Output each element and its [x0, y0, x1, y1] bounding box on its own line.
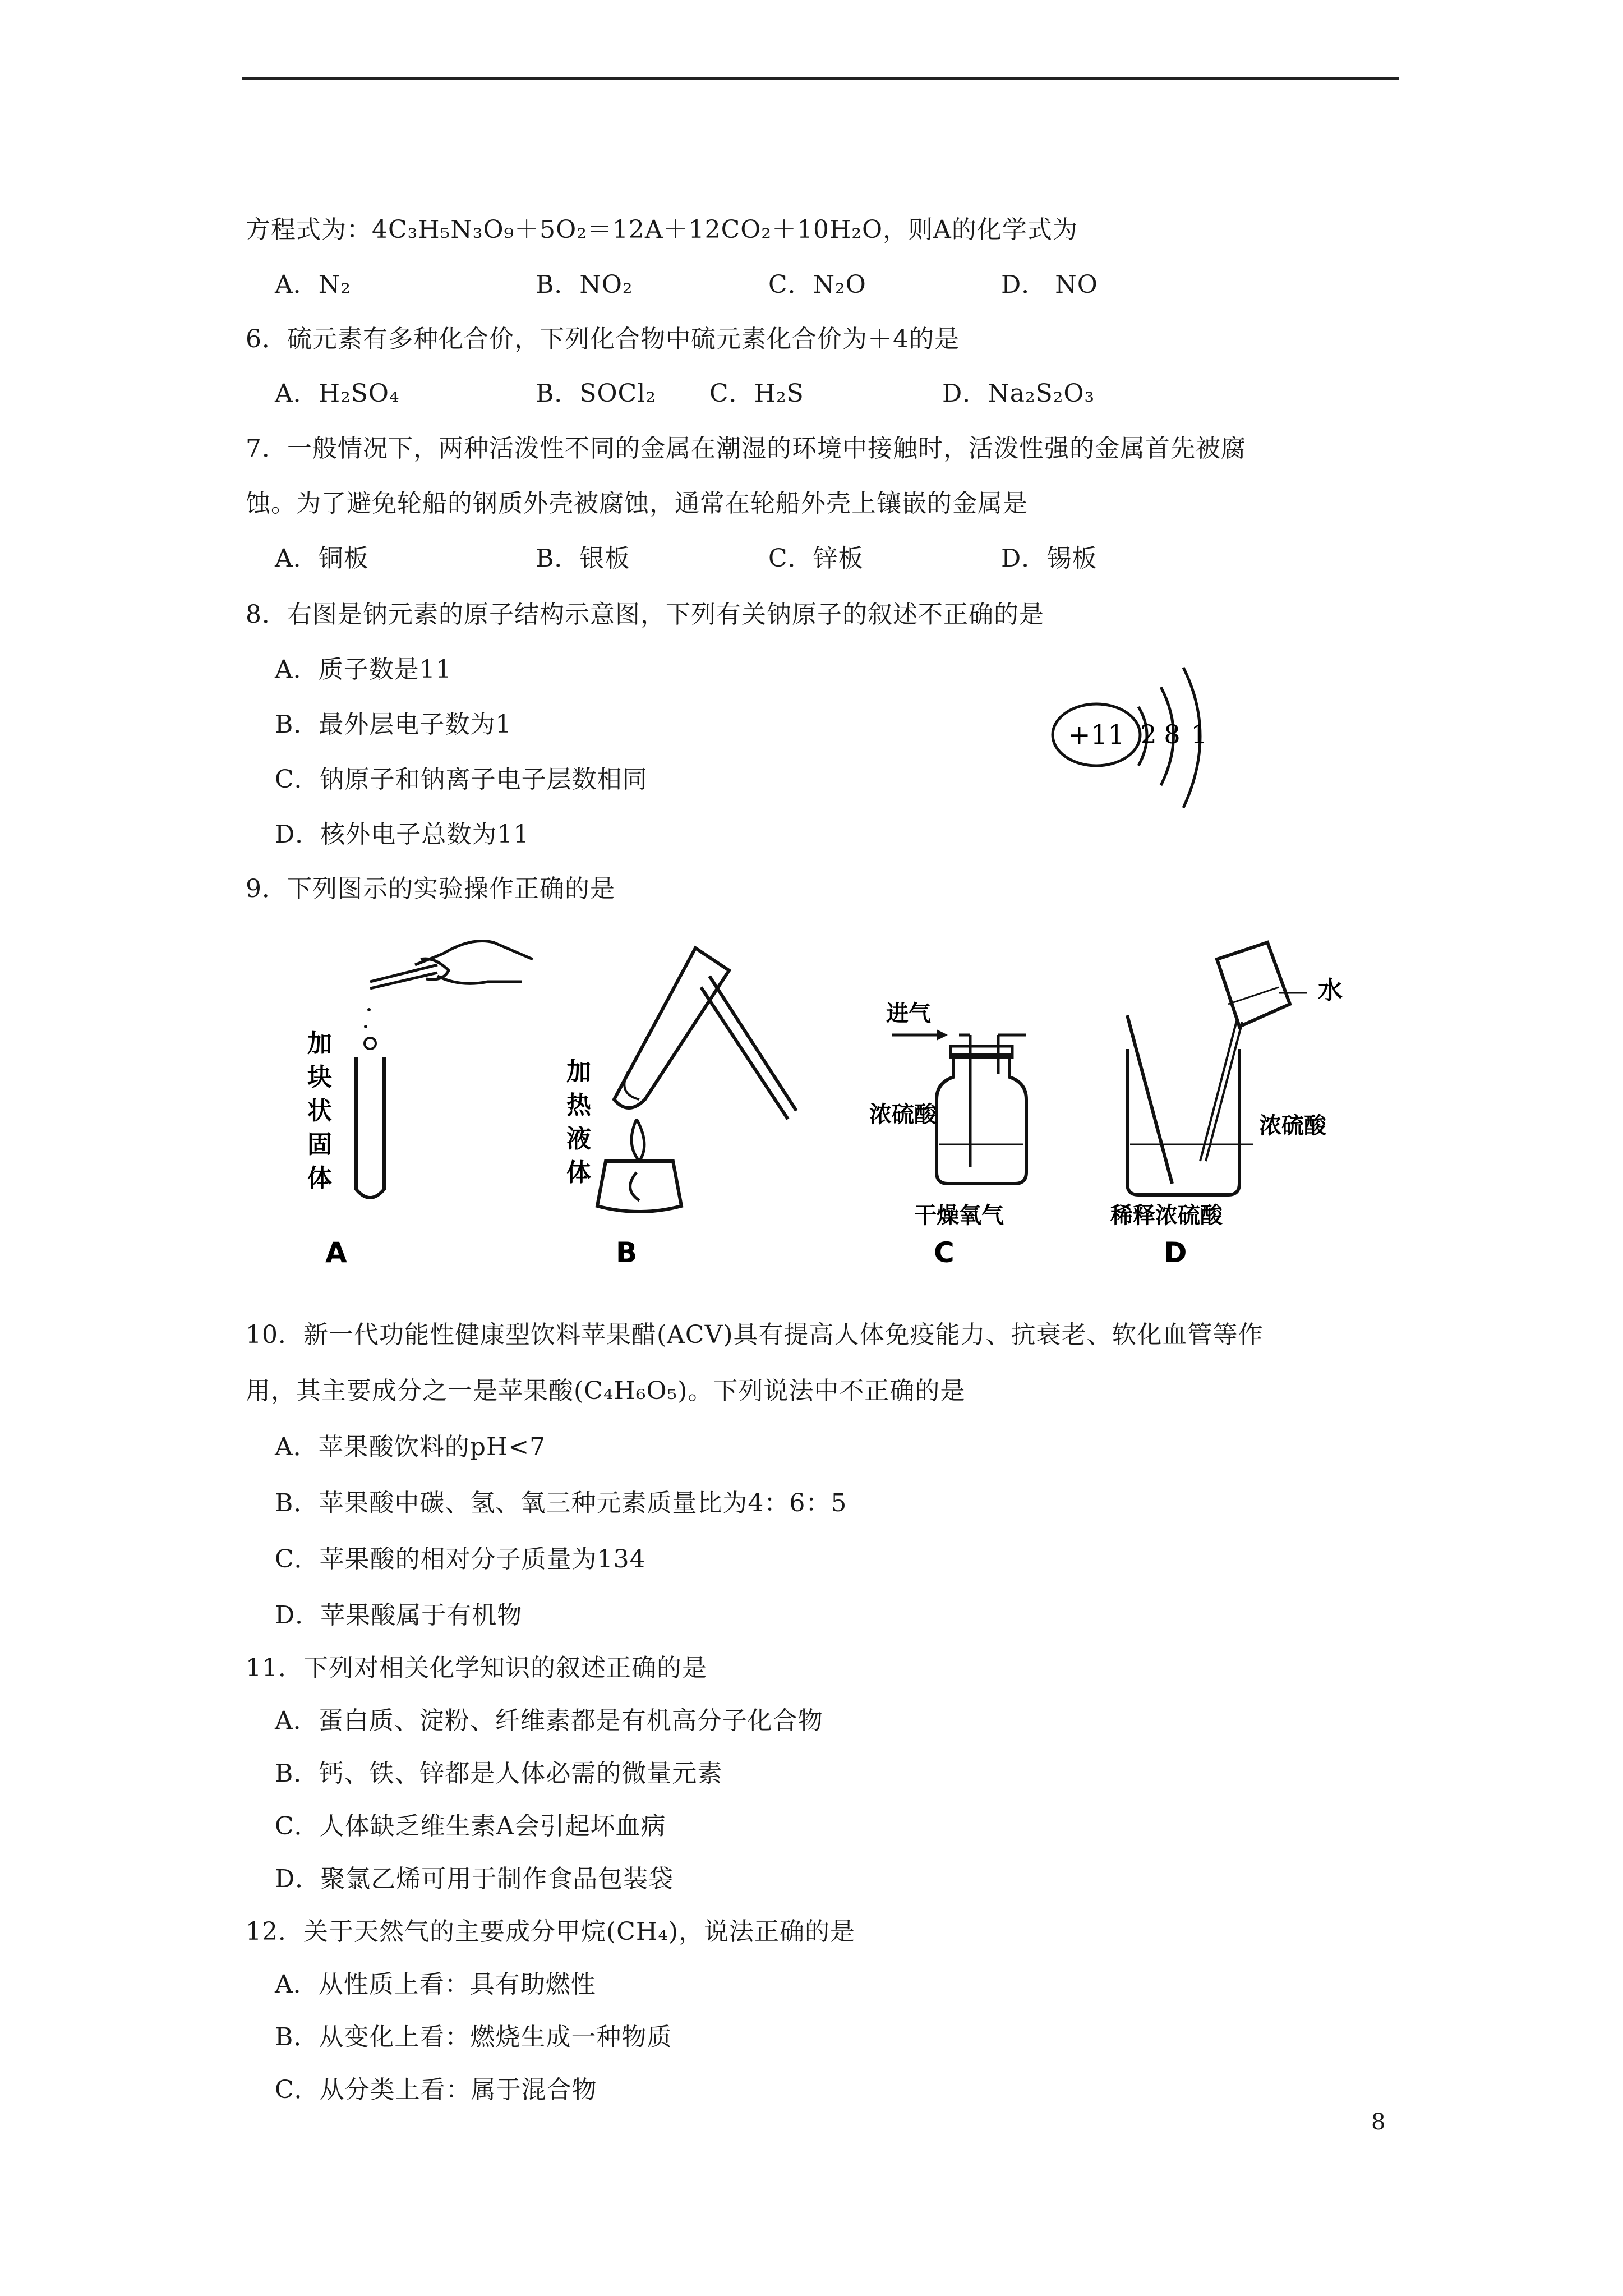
q10-option-b: B．苹果酸中碳、氢、氧三种元素质量比为4：6：5	[275, 1489, 847, 1517]
q5-option-b: B．NO₂	[536, 270, 633, 299]
figure-c-caption: 干燥氧气	[914, 1203, 1004, 1228]
q5-option-d: D． NO	[1001, 270, 1098, 299]
figure-d-dilute-acid	[1094, 926, 1396, 1273]
q10-option-a: A．苹果酸饮料的pH<7	[275, 1433, 546, 1461]
figure-b-heat-liquid	[561, 926, 830, 1273]
figure-b-caption-2: 热	[566, 1091, 591, 1120]
question-6: 6．硫元素有多种化合价，下列化合物中硫元素化合价为＋4的是	[246, 325, 960, 353]
q7-option-c: C．锌板	[768, 544, 864, 573]
q12-option-b: B．从变化上看：燃烧生成一种物质	[275, 2023, 672, 2051]
header-rule	[242, 77, 1399, 80]
q8-option-c: C．钠原子和钠离子电子层数相同	[275, 765, 648, 794]
q6-option-a: A．H₂SO₄	[275, 379, 400, 408]
q11-option-b: B．钙、铁、锌都是人体必需的微量元素	[275, 1759, 723, 1788]
question-9: 9．下列图示的实验操作正确的是	[246, 875, 615, 903]
q8-option-d: D．核外电子总数为11	[275, 820, 530, 849]
figure-c-letter: C	[934, 1236, 955, 1269]
equation-continuation: 方程式为：4C₃H₅N₃O₉＋5O₂＝12A＋12CO₂＋10H₂O，则A的化学式为	[246, 215, 1078, 244]
question-8: 8．右图是钠元素的原子结构示意图，下列有关钠原子的叙述不正确的是	[246, 600, 1044, 629]
q8-option-b: B．最外层电子数为1	[275, 710, 512, 739]
figure-b-caption-4: 体	[566, 1158, 591, 1187]
sodium-atom-diagram	[1043, 645, 1245, 825]
figure-c-inlet-label: 进气	[886, 1001, 931, 1027]
question-7-line-2: 蚀。为了避免轮船的钢质外壳被腐蚀，通常在轮船外壳上镶嵌的金属是	[246, 489, 1028, 518]
figure-c-dry-oxygen	[858, 926, 1105, 1273]
q6-option-c: C．H₂S	[709, 379, 804, 408]
figure-a-caption-4: 固	[307, 1130, 332, 1159]
question-11: 11．下列对相关化学知识的叙述正确的是	[246, 1654, 707, 1682]
q5-option-a: A．N₂	[275, 270, 351, 299]
shell-1-electrons: 2	[1140, 719, 1157, 749]
q11-option-a: A．蛋白质、淀粉、纤维素都是有机高分子化合物	[275, 1706, 823, 1735]
question-12: 12．关于天然气的主要成分甲烷(CH₄)，说法正确的是	[246, 1917, 855, 1946]
figure-a-add-solid	[280, 926, 550, 1273]
figure-c-acid-label: 浓硫酸	[869, 1102, 937, 1128]
q11-option-c: C．人体缺乏维生素A会引起坏血病	[275, 1812, 666, 1841]
shell-2-electrons: 8	[1164, 719, 1181, 749]
q7-option-d: D．锡板	[1001, 544, 1098, 573]
figure-a-caption-5: 体	[307, 1164, 332, 1193]
q7-option-a: A．铜板	[275, 544, 369, 573]
q11-option-d: D．聚氯乙烯可用于制作食品包装袋	[275, 1865, 674, 1893]
figure-a-caption-3: 状	[307, 1097, 332, 1125]
figure-a-letter: A	[325, 1236, 347, 1269]
question-10-line-1: 10．新一代功能性健康型饮料苹果醋(ACV)具有提高人体免疫能力、抗衰老、软化血管等作	[246, 1320, 1264, 1349]
figure-d-acid-label: 浓硫酸	[1259, 1113, 1326, 1139]
q10-option-d: D．苹果酸属于有机物	[275, 1601, 523, 1630]
figure-b-caption-1: 加	[566, 1057, 591, 1086]
shell-3-electrons: 1	[1191, 719, 1207, 749]
page-number: 8	[1371, 2109, 1386, 2135]
q6-option-d: D．Na₂S₂O₃	[942, 379, 1095, 408]
q12-option-a: A．从性质上看：具有助燃性	[275, 1970, 596, 1999]
q7-option-b: B．银板	[536, 544, 630, 573]
figure-d-letter: D	[1164, 1236, 1187, 1269]
question-7-line-1: 7．一般情况下，两种活泼性不同的金属在潮湿的环境中接触时，活泼性强的金属首先被腐	[246, 434, 1246, 463]
figure-b-letter: B	[616, 1236, 638, 1269]
nucleus-charge: +11	[1068, 719, 1125, 751]
q8-option-a: A．质子数是11	[275, 655, 452, 684]
figure-a-caption-2: 块	[307, 1063, 332, 1092]
q5-option-c: C．N₂O	[768, 270, 866, 299]
q6-option-b: B．SOCl₂	[536, 379, 656, 408]
figure-d-water-label: 水	[1318, 976, 1343, 1005]
q12-option-c: C．从分类上看：属于混合物	[275, 2076, 597, 2104]
figure-d-caption: 稀释浓硫酸	[1110, 1203, 1223, 1228]
q10-option-c: C．苹果酸的相对分子质量为134	[275, 1545, 646, 1573]
figure-b-caption-3: 液	[566, 1125, 591, 1153]
question-10-line-2: 用，其主要成分之一是苹果酸(C₄H₆O₅)。下列说法中不正确的是	[246, 1377, 966, 1405]
figure-a-caption-1: 加	[307, 1029, 332, 1058]
